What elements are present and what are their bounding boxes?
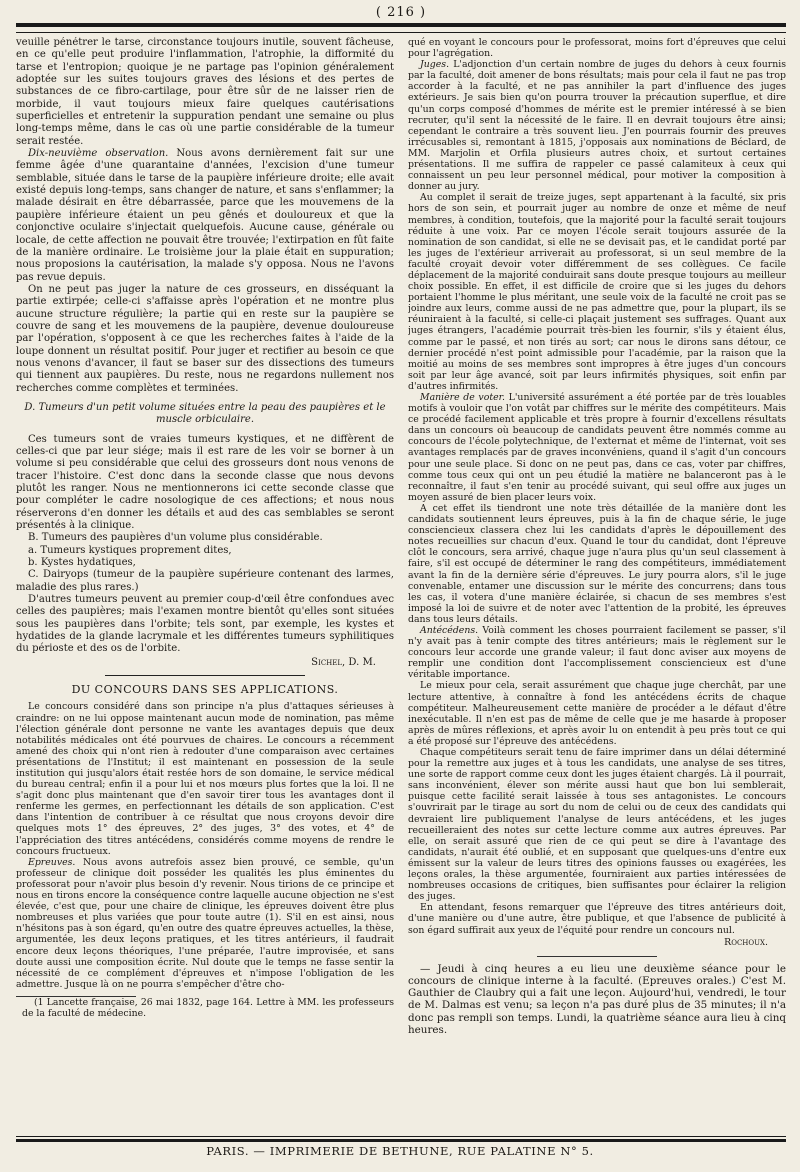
epreuves-text: Nous avons autrefois assez bien prouvé, ce semble, qu'un professeur de clinique doit posséder les qualités les plus éminentes du professorat pour n'avoir plus besoin d'y revenir. Nous tirions de ce principe et nous en tirons encore la conséquence contre laquelle aucune objection ne s'est élevée, c'est que, pour une chaire de clinique, les épreuves doivent être plus nombreuses et plus variées que pour toute autre (1). S'il en est ainsi, nous n'hésitons pas à son égard, qu'en outre des quatre épreuves actuelles, la thèse, argumentée, les deux leçons pratiques, et les titres antérieurs, il faudrait encore deux leçons théoriques, l'une préparée, l'autre improvisée, et sans doute aussi une composition écrite. Nul doute que le temps ne fasse sentir la nécessité de ce complément d'épreuves et n'impose l'obligation de les admettre. Jusque là on ne pourra s'empêcher d'être cho- (16, 856, 394, 990)
paragraph: Au complet il serait de treize juges, sept appartenant à la faculté, six pris hors de son sein, et pourrait juger au nombre de onze et même de neuf membres, à condition, toutefois, que la majorité pour la faculté serait toujours réduite à une voix. Par ce moyen l'école serait toujours assurée de la nomination de son candidat, si elle ne se devisait pas, et le candidat porté par les juges de l'extérieur arriverait au professorat, si un seul membre de la faculté croyait devoir voter différemment de ses collègues. Ce facile déplacement de la majorité conduirait sans doute presque toujours au meilleur choix possible. En effet, il est difficile de croire que si les juges du dehors portaient l'homme le plus méritant, une seule voix de la faculté ne croit pas se joindre aux leurs, comme aussi de ne pas admettre que, pour la plupart, ils se réuniraient à la faculté, si celle-ci plaçait justement ses suffrages. Quant aux juges étrangers, l'académie pourrait très-bien les fournir, s'ils y étaient élus, comme par le passé, et non tirés au sort; car nous le dirons sans détour, ce dernier procédé n'est point admissible pour l'académie, par la raison que la moitié au moins de ses membres sont impropres à être juges d'un concours soit par leur âge avancé, soit par leurs infirmités physiques, soit enfin par d'autres infirmités. (408, 192, 786, 392)
paragraph: Le concours considéré dans son principe n'a plus d'attaques sérieuses à craindre: on ne lui oppose maintenant aucun mode de nomination, pas même l'élection générale dont personne ne vante les avantages depuis que deux notabilités médicales ont été pourvues de chaires. Le concours a récemment amené des choix qui n'ont rien à redouter d'une comparaison avec certaines présentations de l'Institut; il est maintenant en possession de la seule institution qui jusqu'alors était restée hors de son domaine, le service médical du bureau central; enfin il a pour lui et nos mœurs plus fortes que la loi. Il ne s'agit donc plus maintenant que d'en savoir tirer tous les avantages dont il renferme les germes, en perfectionnant les détails de son application. C'est dans l'intention de contribuer à ce résultat que nous croyons devoir dire quelques mots 1° des épreuves, 2° des juges, 3° des votes, et 4° de l'appréciation des titres antécédens, considérés comme moyens de rendre le concours fructueux. (16, 701, 394, 857)
list-item: b. Kystes hydatiques, (28, 557, 136, 568)
observation-text: Nous avons dernièrement fait sur une femme âgée d'une quarantaine d'années, l'excision d'une tumeur semblable, située dans le tarse de la paupière inférieure droite; elle avait existé depuis long-temps, sans changer de nature, et sans s'enflammer; la malade désirait en être débarrassée, parce que les mouvemens de la paupière inférieure étaient un peu gênés et douloureux et que la conjonctive oculaire s'injectait quelquefois. Aucune cause, générale ou locale, de cette affection ne pouvait être trouvée; l'extirpation en fût faite de la manière ordinaire. Le troisième jour la plaie était en suppuration; nous proposions la cautérisation, la malade s'y opposa. Nous ne l'avons pas revue depuis. (16, 148, 394, 283)
section-divider (105, 675, 305, 676)
paragraph: En attendant, fesons remarquer que l'épreuve des titres antérieurs doit, d'une manière ou d'une autre, être publique, et que l'absence de publicité à son égard suffirait aux yeux de l'équité pour rendre un concours nul. (408, 902, 786, 936)
paragraph: qué en voyant le concours pour le professorat, moins fort d'épreuves que celui pour l'agrégation. (408, 37, 786, 60)
printer-imprint: PARIS. — IMPRIMERIE DE BETHUNE, RUE PALATINE N° 5. (206, 1144, 594, 1158)
section-title: DU CONCOURS DANS SES APPLICATIONS. (71, 683, 339, 697)
subsection-heading: D. Tumeurs d'un petit volume situées entre la peau des paupières et le muscle orbiculaire. (24, 401, 386, 426)
paragraph: Chaque compétiteurs serait tenu de faire imprimer dans un délai déterminé pour la remettre aux juges et à tous les candidats, une analyse de ses titres, une sorte de rapport comme ceux dont les juges étaient chargés. Là il pourrait, sans inconvénient, élever son mérite aussi haut que bon lui semblerait, puisque cette facilité serait laissée à tous ses antagonistes. Le concours s'ouvrirait par le tirage au sort du nom de celui ou de ceux des candidats qui devraient lire publiquement l'analyse de leurs antécédens, et les juges recueilleraient des notes sur cette lecture comme aux autres épreuves. Par elle, on serait assuré que rien de ce qui peut se dire à l'avantage des candidats, n'aurait été oublié, et en supposant que quelques-uns d'entre eux émissent sur la valeur de leurs titres des opinions fausses ou exagérées, les leçons orales, la thèse argumentée, fourniraient aux parties intéressées de nombreuses occasions de critiques, bien suffisantes pour éclairer la religion des juges. (408, 747, 786, 903)
juges-label: Juges. (420, 59, 450, 71)
antecedens-paragraph (408, 625, 786, 680)
vote-label: Manière de voter. (420, 392, 506, 403)
paragraph: Le mieux pour cela, serait assurément que chaque juge cherchât, par une lecture attentive, à connaître à fond les antécédens écrits de chaque compétiteur. Malheureusement cette manière de procéder a le défaut d'être inexécutable. Il n'en est pas de même de celle que je me hasarde à proposer après de mûres réflexions, et après avoir lu on entendit à peu près tout ce qui a été proposé sur l'épreuve des antécédens. (408, 680, 786, 747)
author-signature: Sichel, D. M. (311, 656, 376, 668)
header-rule (16, 23, 786, 33)
list-item: a. Tumeurs kystiques proprement dites, (28, 544, 232, 556)
paragraph: veuille pénétrer le tarse, circonstance toujours inutile, souvent fâcheuse, en ce qu'elle peut produire l'inflammation, l'atrophie, la difformité du tarse et l'entropion; quoique je ne partage pas l'opinion généralement adoptée sur les suites toujours graves des lésions et des pertes de substances de ce fibro-cartilage, pour être sûr de ne laisser rien de morbide, il vaut toujours mieux faire quelques cautérisations superficielles et entretenir la suppuration pendant une semaine ou plus long-temps même, dans le cas où une partie considérable de la tumeur serait restée. (16, 37, 394, 147)
antecedens-label: Antécédens. (420, 624, 479, 636)
vote-paragraph (408, 392, 786, 503)
epreuves-paragraph (16, 857, 394, 990)
paragraph: Ces tumeurs sont de vraies tumeurs kystiques, et ne diffèrent de celles-ci que par leur siége; mais il est rare de les voir se borner à un volume si peu considérable que celui des grosseurs dont nous venons de tracer l'histoire. C'est donc dans la seconde classe que nous devons plutôt les ranger. Nous ne mentionnerons ici cette seconde classe que pour compléter le cadre nosologique de ces affections; et nous nous réserverons d'en donner les détails et aud des cas semblables se seront présentés à la clinique. (16, 433, 394, 531)
list-item: B. Tumeurs des paupières d'un volume plus considérable. (28, 532, 323, 544)
author-signature: Rochoux. (724, 936, 768, 948)
vote-text: L'université assurément a été portée par de très louables motifs à vouloir que l'on votât par chiffres sur le mérite des compétiteurs. Mais ce procédé facilement applicable et très propre à fournir d'excellens résultats dans un concours où beaucoup de candidats peuvent être nommés comme au concours de l'école polytechnique, de l'externat et même de l'internat, voit ses avantages remplacés par de graves inconvéniens, quand il s'agit d'un concours pour une seule place. Si donc on ne peut pas, dans ce cas, voter par chiffres, comme tous ceux qui ont un peu étudié la matière ne balanceront pas à le reconnaître, il faut s'en tenir au procédé suivant, qui seul offre aux juges un moyen assuré de bien placer leurs voix. (408, 392, 786, 503)
footer-rule (16, 1136, 786, 1142)
footnote: (1 Lancette française, 26 mai 1832, page 164. Lettre à MM. les professeurs de la faculté de médecine. (22, 996, 394, 1019)
epreuves-label: Epreuves. (28, 856, 76, 868)
antecedens-text: Voilà comment les choses pourraient facilement se passer, s'il n'y avait pas à tenir compte des titres antérieurs; mais le règlement sur le concours leur accorde une grande valeur; il faut donc aviser aux moyens de remplir une condition dont l'accomplissement consciencieux est d'une véritable importance. (408, 624, 786, 681)
paragraph: D'autres tumeurs peuvent au premier coup-d'œil être confondues avec celles des paupières; mais l'examen montre bientôt qu'elles sont situées sous les paupières dans l'orbite; tels sont, par exemple, les kystes et hydatides de la glande lacrymale et les différentes tumeurs syphilitiques du périoste et des os de l'orbite. (16, 594, 394, 655)
page-number: ( 216 ) (375, 5, 427, 20)
paragraph: A cet effet ils tiendront une note très détaillée de la manière dont les candidats soutiennent leurs épreuves, puis à la fin de chaque série, le juge consciencieux classera chez lui les candidats d'après le dépouillement des notes recueillies sur chacun d'eux. Quand le tour du candidat, dont l'épreuve clôt le concours, sera arrivé, chaque juge n'aura plus qu'un seul classement à faire, s'il est occupé de déterminer le rang des compétiteurs, immédiatement avant la fin de la dernière série d'épreuves. Le jury pourra alors, s'il le juge convenable, entamer une discussion sur le mérite des concurrens; dans tous les cas, il votera d'une manière éclairée, si chacun de ses membres s'est imposé la loi de suivre et de noter avec l'attention de la probité, les épreuves dans tous leurs détails. (408, 502, 786, 625)
paragraph: On ne peut pas juger la nature de ces grosseurs, en disséquant la partie extirpée; celle-ci s'affaisse après l'opération et ne montre plus aucune structure régulière; la partie qui en reste sur la paupière se couvre de sang et les mouvemens de la paupière, devenue douloureuse par l'opération, s'opposent à ce que les recherches faites à l'aide de la loupe donnent un résultat positif. Pour juger et rectifier au besoin ce que nous venons d'avancer, il faut se baser sur des dissections des tumeurs qui tiennent aux paupières. Du reste, nous ne regardons nullement nos recherches comme complètes et terminées. (16, 283, 394, 394)
list-item: C. Dairyops (tumeur de la paupière supérieure contenant des larmes, maladie des plus rares.) (16, 569, 394, 593)
left-column (16, 37, 394, 1093)
observation-label: Dix-neuvième observation. (28, 148, 169, 160)
right-column (408, 37, 786, 1093)
juges-paragraph (408, 59, 786, 192)
observation-paragraph (16, 148, 394, 284)
article-body (16, 701, 394, 989)
news-item: — Jeudi à cinq heures a eu lieu une deuxième séance pour le concours de clinique interne à la faculté. (Epreuves orales.) C'est M. Gauthier de Claubry qui a fait une leçon. Aujourd'hui, vendredi, le tour de M. Dalmas est venu; sa leçon n'a pas duré plus de 35 minutes; il n'a donc pas rempli son temps. Lundi, la quatrième séance aura lieu à cinq heures. (408, 962, 786, 1036)
news-divider (537, 956, 657, 957)
two-column-body (16, 37, 786, 1093)
juges-text: L'adjonction d'un certain nombre de juges du dehors à ceux fournis par la faculté, doit amener de bons résultats; mais pour cela il faut ne pas trop accorder à la faculté, et ne pas annihiler la part d'influence des juges extérieurs. Je sais bien qu'on pourra trouver la précaution superflue, et dire qu'un corps composé d'hommes de mérite est le premier intéressé à se bien recruter, qu'il sent la nécessité de le faire. Il en devrait toujours être ainsi; cependant le contraire a très souvent lieu. J'en pourrais fournir des preuves irrécusables si, remontant à 1815, j'opposais aux nominations de Béclard, de MM. Marjolin et Orfila plusieurs autres choix, et surtout certaines présentations. Il me suffira de rappeler ce passé calamiteux à ceux qui connaissent un peu leur personnel médical, pour motiver la composition à donner au jury. (408, 59, 786, 193)
